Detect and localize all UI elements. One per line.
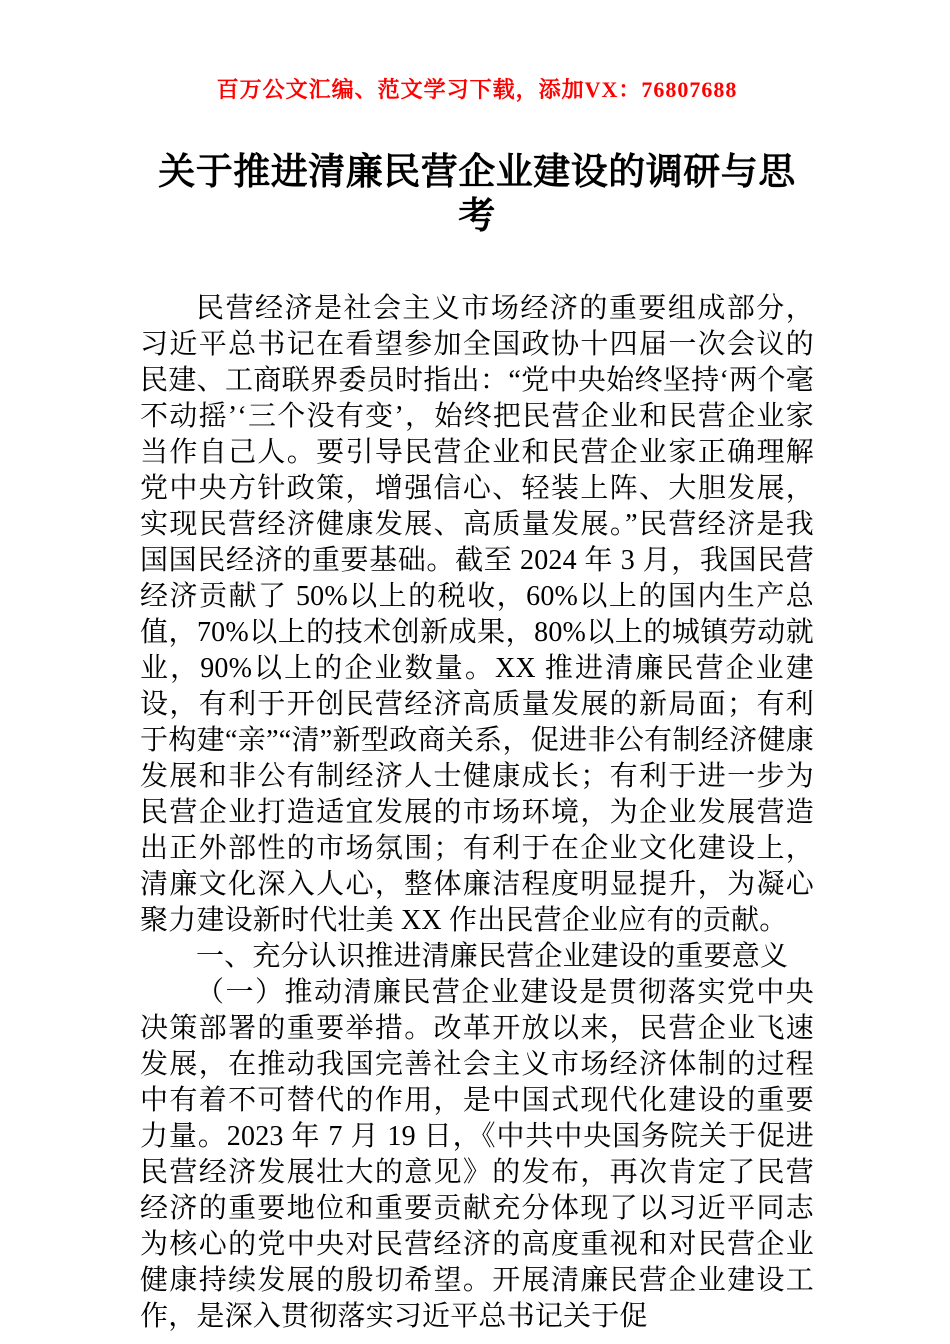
document-title: 关于推进清廉民营企业建设的调研与思考 <box>158 151 796 237</box>
section-heading-1: 一、充分认识推进清廉民营企业建设的重要意义 <box>196 941 789 973</box>
paragraph-section-1-1: （一）推动清廉民营企业建设是贯彻落实党中央决策部署的重要举措。改革开放以来，民营企业飞速发展，在推动我国完善社会主义市场经济体制的过程中有着不可替代的作用，是中国式现代化建设的重要力量。2023 年 7 月 19 日，《中共中央国务院关于促进民营经济发展壮大的意见》的发布，再次肯定了民营经济的重要地位和重要贡献充分体现了以习近平同志为核心的党中央对民营经济的高度重视和对民营企业健康持续发展的殷切希望。开展清廉民营企业建设工作，是深入贯彻落实习近平总书记关于促 <box>140 977 814 1333</box>
paragraph-intro: 民营经济是社会主义市场经济的重要组成部分，习近平总书记在看望参加全国政协十四届一次会议的民建、工商联界委员时指出：“党中央始终坚持‘两个毫不动摇’‘三个没有变’，始终把民营企业和民营企业家当作自己人。要引导民营企业和民营企业家正确理解党中央方针政策，增强信心、轻装上阵、大胆发展，实现民营经济健康发展、高质量发展。”民营经济是我国国民经济的重要基础。截至 2024 年 3 月，我国民营经济贡献了 50%以上的税收，60%以上的国内生产总值，70%以上的技术创新成果，80%以上的城镇劳动就业，90%以上的企业数量。XX 推进清廉民营企业建设，有利于开创民营经济高质量发展的新局面；有利于构建“亲”“清”新型政商关系，促进非公有制经济健康发展和非公有制经济人士健康成长；有利于进一步为民营企业打造适宜发展的市场环境，为企业发展营造出正外部性的市场氛围；有利于在企业文化建设上，清廉文化深入人心，整体廉洁程度明显提升，为凝心聚力建设新时代壮美 XX 作出民营企业应有的贡献。 <box>140 293 814 937</box>
header-notice: 百万公文汇编、范文学习下载，添加VX：76807688 <box>216 77 738 102</box>
